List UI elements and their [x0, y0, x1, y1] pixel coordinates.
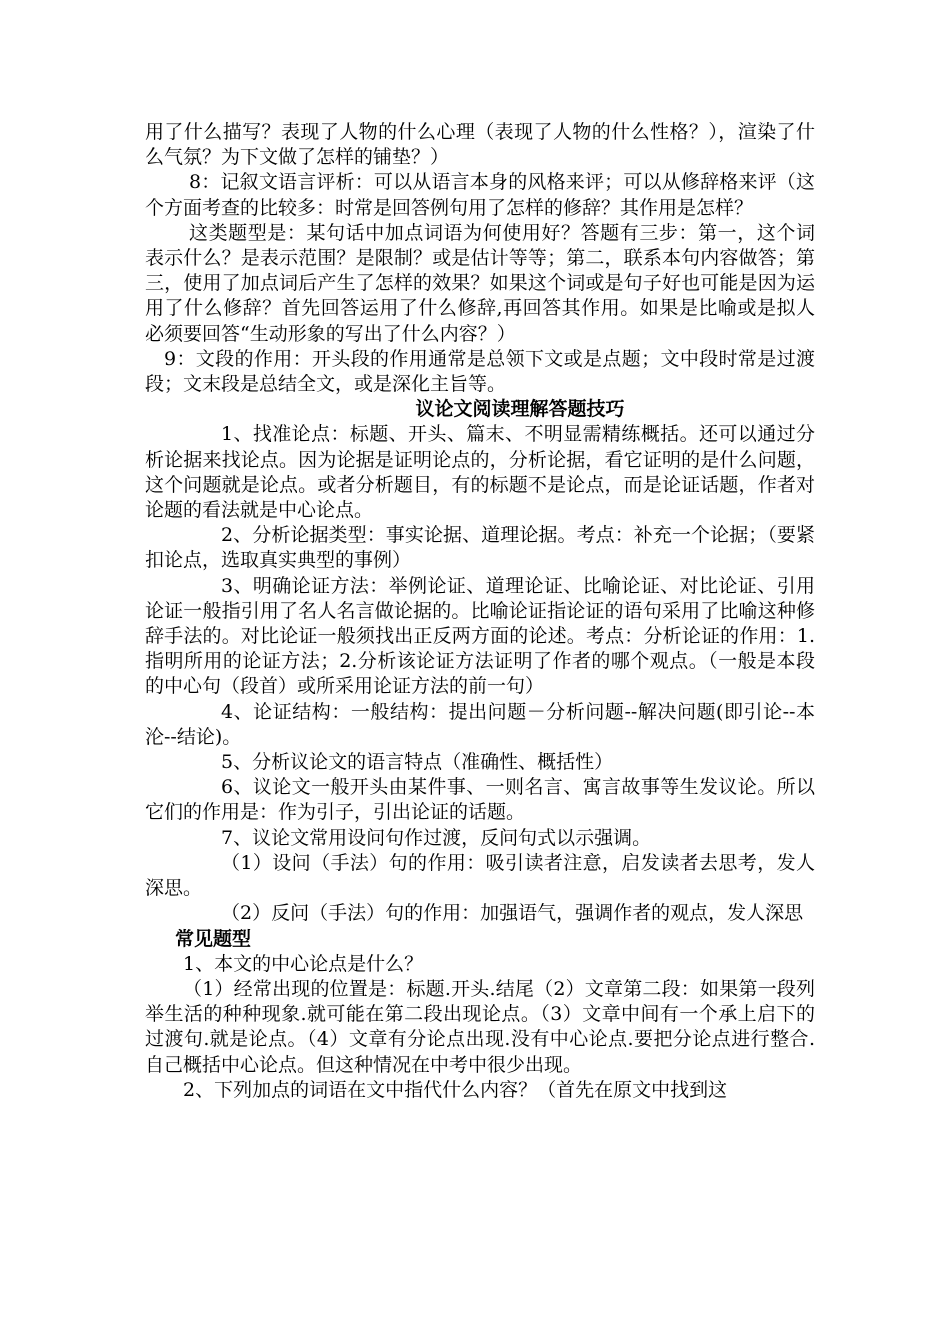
paragraph-evidence-type: 2、分析论据类型：事实论据、道理论据。考点：补充一个论据；（要紧扣论点，选取真实典型的事例） — [145, 524, 815, 572]
section-heading-common-types: 常见题型 — [175, 927, 252, 950]
paragraph-language-features: 5、分析议论文的语言特点（准确性、概括性） — [221, 751, 614, 774]
paragraph-language-analysis: 8：记叙文语言评析：可以从语言本身的风格来评；可以从修辞格来评（这个方面考查的比较多：时常是回答例句用了怎样的修辞？其作用是怎样？ — [145, 171, 815, 219]
paragraph-argument-location: （1）经常出现的位置是：标题.开头.结尾（2）文章第二段：如果第一段列举生活的种种现象.就可能在第二段出现论点。（3）文章中间有一个承上启下的过渡句.就是论点。（4）文章有分论点出现.没有中心论点.要把分论点进行整合.自己概括中心论点。但这种情况在中考中很少出现。 — [145, 977, 815, 1076]
paragraph-rhetorical-questions: 7、议论文常用设问句作过渡，反问句式以示强调。 — [221, 826, 652, 849]
paragraph-argument-method: 3、明确论证方法：举例论证、道理论证、比喻论证、对比论证、引用论证一般指引用了名人名言做论据的。比喻论证指论证的语句采用了比喻这种修辞手法的。对比论证一般须找出正反两方面的论述。考点：分析论证的作用：1.指明所用的论证方法；2.分析该论证方法证明了作者的哪个观点。（一般是本段的中心句（段首）或所采用论证方法的前一句） — [145, 574, 815, 698]
section-heading-argumentative: 议论文阅读理解答题技巧 — [415, 398, 625, 421]
paragraph-word-usage: 这类题型是：某句话中加点词语为何使用好？答题有三步：第一，这个词表示什么？是表示范围？是限制？或是估计等等；第二，联系本句内容做答；第三，使用了加点词后产生了怎样的效果？如果这个词或是句子好也可能是因为运用了什么修辞？首先回答运用了什么修辞,再回答其作用。如果是比喻或是拟人必须要回答“生动形象的写出了什么内容？） — [145, 221, 815, 345]
document-page — [145, 120, 815, 1103]
paragraph-description-questions: 用了什么描写？表现了人物的什么心理（表现了人物的什么性格？），渲染了什么气氛？为下文做了怎样的铺垫？） — [145, 121, 815, 169]
paragraph-argument-structure: 4、论证结构：一般结构：提出问题－分析问题--解决问题(即引论--本沦--结论)。 — [145, 700, 815, 748]
paragraph-rhetorical-effect: （2）反问（手法）句的作用：加强语气，强调作者的观点，发人深思 — [221, 902, 804, 925]
paragraph-referent-question: 2、下列加点的词语在文中指代什么内容？（首先在原文中找到这 — [183, 1078, 728, 1101]
paragraph-section-function: 9：文段的作用：开头段的作用通常是总领下文或是点题；文中段时常是过渡段；文末段是总结全文，或是深化主旨等。 — [145, 347, 815, 396]
paragraph-opening: 6、议论文一般开头由某件事、一则名言、寓言故事等生发议论。所以它们的作用是：作为引子，引出论证的话题。 — [145, 776, 815, 824]
paragraph-setting-question: （1）设问（手法）句的作用：吸引读者注意，启发读者去思考，发人深思。 — [145, 851, 815, 900]
paragraph-central-argument: 1、本文的中心论点是什么？ — [183, 952, 424, 975]
paragraph-find-argument: 1、找准论点：标题、开头、篇末、不明显需精练概括。还可以通过分析论据来找论点。因为论据是证明论点的，分析论据，看它证明的是什么问题，这个问题就是论点。或者分析题目，有的标题不是论点，而是论证话题，作者对论题的看法就是中心论点。 — [145, 423, 815, 522]
